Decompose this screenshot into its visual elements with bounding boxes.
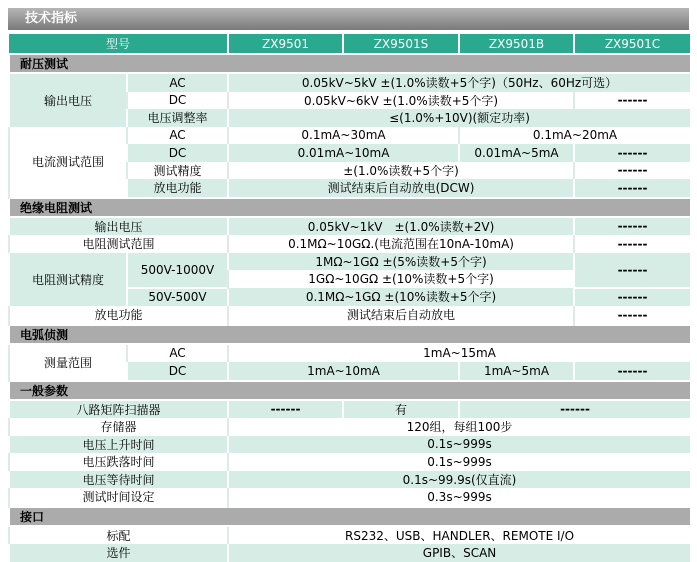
section-header: 一般参数 xyxy=(9,381,690,400)
value-cell: 0.05kV~1kV ±(1.0%读数+2V) xyxy=(228,217,574,236)
table-row xyxy=(9,217,690,236)
row-label: 测量范围 xyxy=(9,344,127,381)
dash-cell: ------ xyxy=(574,288,690,307)
table-row xyxy=(9,544,690,562)
section-row xyxy=(9,54,690,73)
row-label: 输出电压 xyxy=(9,217,228,236)
section-header: 接口 xyxy=(9,507,690,526)
table-row xyxy=(9,253,690,271)
row-label: 输出电压 xyxy=(9,73,127,127)
value-cell: 0.3s~999s xyxy=(228,488,690,507)
value-cell: 0.1mA~20mA xyxy=(459,127,690,145)
value-cell: 测试结束后自动放电 xyxy=(228,306,574,325)
table-row xyxy=(9,344,690,363)
table-row xyxy=(9,73,690,92)
dash-cell: ------ xyxy=(574,235,690,253)
row-sublabel: 测试精度 xyxy=(127,162,228,180)
value-cell: 有 xyxy=(343,400,459,419)
row-label: 八路矩阵扫描器 xyxy=(9,400,228,419)
dash-cell: ------ xyxy=(574,144,690,162)
dash-cell: ------ xyxy=(574,362,690,381)
model-name-cell: ZX9501B xyxy=(459,34,574,54)
row-sublabel: 放电功能 xyxy=(127,179,228,198)
spec-table xyxy=(8,34,690,562)
value-cell: 0.1s~999s xyxy=(228,453,690,471)
section-row xyxy=(9,507,690,526)
row-label: 标配 xyxy=(9,526,228,545)
value-cell: 0.05kV~5kV ±(1.0%读数+5个字)（50Hz、60Hz可选） xyxy=(228,73,690,92)
table-row xyxy=(9,526,690,545)
table-row xyxy=(9,235,690,253)
row-label: 测试时间设定 xyxy=(9,488,228,507)
spec-table-body xyxy=(9,54,690,562)
table-row xyxy=(9,488,690,507)
value-cell: ±(1.0%读数+5个字) xyxy=(228,162,574,180)
dash-cell: ------ xyxy=(574,253,690,288)
table-row xyxy=(9,400,690,419)
value-cell: 0.05kV~6kV ±(1.0%读数+5个字) xyxy=(228,92,574,110)
value-cell: 0.01mA~10mA xyxy=(228,144,459,162)
table-row xyxy=(9,306,690,325)
row-label: 电压等待时间 xyxy=(9,471,228,489)
row-sublabel: 500V-1000V xyxy=(127,253,228,288)
section-header: 电弧侦测 xyxy=(9,325,690,344)
section-header: 绝缘电阻测试 xyxy=(9,198,690,217)
row-label: 电压上升时间 xyxy=(9,436,228,454)
value-cell: 测试结束后自动放电(DCW) xyxy=(228,179,574,198)
value-cell: ≤(1.0%+10V)(额定功率) xyxy=(228,109,690,127)
row-label: 电阻测试范围 xyxy=(9,235,228,253)
model-header-cell: 型号 xyxy=(9,34,228,54)
section-row xyxy=(9,325,690,344)
row-label: 电压跌落时间 xyxy=(9,453,228,471)
value-cell: 0.1s~999s xyxy=(228,436,690,454)
row-sublabel: AC xyxy=(127,127,228,145)
table-row xyxy=(9,418,690,436)
row-sublabel: AC xyxy=(127,344,228,363)
row-label: 选件 xyxy=(9,544,228,562)
row-label: 电阻测试精度 xyxy=(9,253,127,307)
section-row xyxy=(9,381,690,400)
dash-cell: ------ xyxy=(459,400,690,419)
row-sublabel: 电压调整率 xyxy=(127,109,228,127)
row-sublabel: 50V-500V xyxy=(127,288,228,307)
dash-cell: ------ xyxy=(228,400,343,419)
value-cell: 1mA~10mA xyxy=(228,362,459,381)
row-sublabel: DC xyxy=(127,362,228,381)
value-cell: 0.01mA~5mA xyxy=(459,144,574,162)
dash-cell: ------ xyxy=(574,92,690,110)
section-row xyxy=(9,198,690,217)
row-sublabel: DC xyxy=(127,92,228,110)
value-cell: 1GΩ~10GΩ ±(10%读数+5个字) xyxy=(228,270,574,288)
title-bar xyxy=(8,8,689,30)
dash-cell: ------ xyxy=(574,179,690,198)
value-cell: 1MΩ~1GΩ ±(5%读数+5个字) xyxy=(228,253,574,271)
model-name-cell: ZX9501C xyxy=(574,34,690,54)
value-cell: RS232、USB、HANDLER、REMOTE I/O xyxy=(228,526,690,545)
row-label: 存储器 xyxy=(9,418,228,436)
row-label: 电流测试范围 xyxy=(9,127,127,198)
value-cell: 1mA~5mA xyxy=(459,362,574,381)
table-row xyxy=(9,436,690,454)
value-cell: 0.1MΩ~10GΩ.(电流范围在10nA-10mA) xyxy=(228,235,574,253)
value-cell: GPIB、SCAN xyxy=(228,544,690,562)
dash-cell: ------ xyxy=(574,162,690,180)
dash-cell: ------ xyxy=(574,306,690,325)
dash-cell: ------ xyxy=(574,217,690,236)
model-name-cell: ZX9501 xyxy=(228,34,343,54)
row-label: 放电功能 xyxy=(9,306,228,325)
row-sublabel: DC xyxy=(127,144,228,162)
page-title: 技术指标 xyxy=(25,11,78,26)
section-header: 耐压测试 xyxy=(9,54,690,73)
model-name-cell: ZX9501S xyxy=(343,34,459,54)
value-cell: 0.1MΩ~1GΩ ±(10%读数+5个字) xyxy=(228,288,574,307)
value-cell: 0.1mA~30mA xyxy=(228,127,459,145)
table-header-row xyxy=(9,34,690,54)
value-cell: 1mA~15mA xyxy=(228,344,690,363)
table-row xyxy=(9,471,690,489)
value-cell: 0.1s~99.9s(仅直流) xyxy=(228,471,690,489)
table-row xyxy=(9,127,690,145)
table-row xyxy=(9,453,690,471)
value-cell: 120组，每组100步 xyxy=(228,418,690,436)
row-sublabel: AC xyxy=(127,73,228,92)
